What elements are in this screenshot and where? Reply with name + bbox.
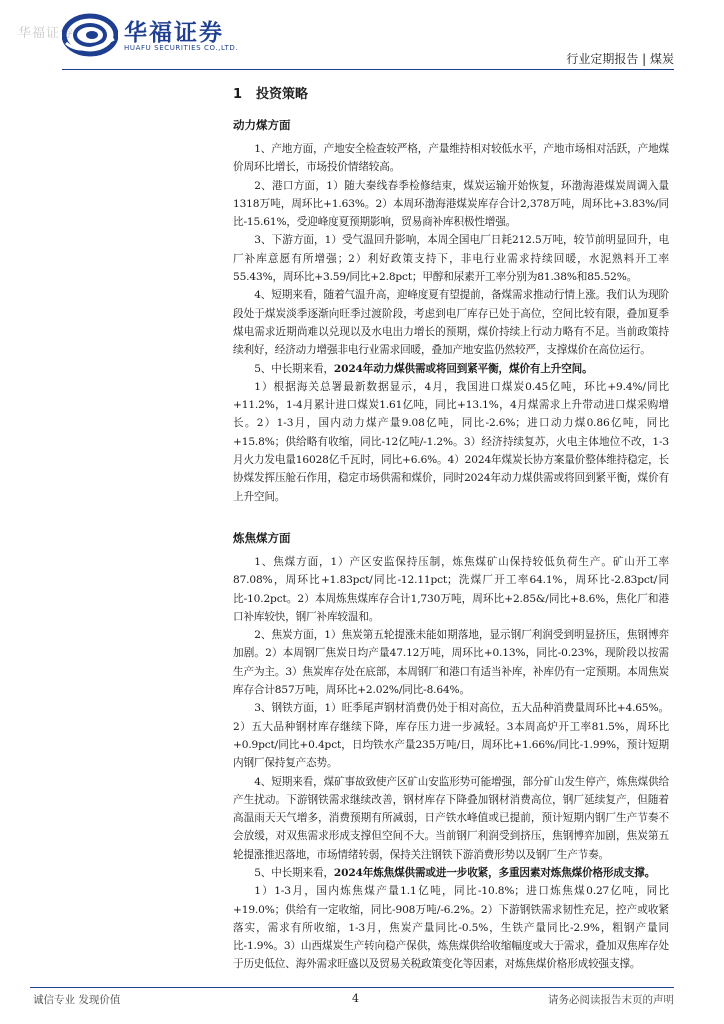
logo-swirl-icon	[62, 13, 118, 57]
coking-paragraph-details: 1）1-3月，国内炼焦煤产量1.1亿吨，同比-10.8%；进口炼焦煤0.27亿吨，同比+19.0%；供给有一定收缩，同比-908万吨/-6.2%。2）下游钢铁需求韧性充足，控产或收紧落实，需求有所收缩，1-3月，焦炭产量同比-0.5%，生铁产量同比-2.9%，粗钢产量同比-1.9%。3）山西煤炭生产转向稳产保供，炼焦煤供给收缩幅度或大于需求，叠加双焦库存处于历史低位、海外需求旺盛以及贸易关税政策变化等因素，对炼焦煤价格形成较强支撑。	[233, 885, 669, 971]
thermal-paragraph-long-term	[233, 360, 669, 378]
coking-paragraph-steel: 3、钢铁方面，1）旺季尾声钢材消费仍处于相对高位，五大品种消费量周环比+4.65%。2）五大品种钢材库存继续下降，库存压力进一步减轻。3本周高炉开工率81.5%，周环比+0.9pct/同比+0.4pct，日均铁水产量235万吨/日，周环比+1.66%/同比-1.99%，预计短期内钢厂保持复产态势。	[233, 702, 669, 770]
section-number: 1	[233, 87, 243, 102]
thermal-paragraph-details: 1）根据海关总署最新数据显示，4月，我国进口煤炭0.45亿吨，环比+9.4%/同比+11.2%，1-4月累计进口煤炭1.61亿吨，同比+13.1%，4月煤需求上升带动进口煤采购增长。2）1-3月，国内动力煤产量9.08亿吨，同比-2.6%；进口动力煤0.86亿吨，同比+15.8%；供给略有收缩，同比-12亿吨/-1.2%。3）经济持续复苏，火电主体地位不改，1-3月火力发电量16028亿千瓦时，同比+6.6%。4）2024年煤炭长协方案量价整体维持稳定，长协煤发挥压舱石作用，稳定市场供需和煤价，同时2024年动力煤供需或将回到紧平衡，煤价有上升空间。	[233, 380, 669, 503]
footer-disclaimer: 请务必阅读报告末页的声明	[548, 994, 674, 1006]
watermark: 华福证券	[18, 26, 75, 41]
coking-paragraph-short-term: 4、短期来看，煤矿事故致使产区矿山安监形势可能增强，部分矿山发生停产，炼焦煤供给产生扰动。下游钢铁需求继续改善，钢材库存下降叠加钢材消费高位，钢厂延续复产，但随着高温雨天天气增多，消费预期有所减弱，日产铁水峰值或已提前，预计短期内钢厂生产节奏不会放缓，对双焦需求形成支撑但空间不大。当前钢厂利润受到挤压，焦钢博弈加剧，焦炭第五轮提涨推迟落地，市场情绪转弱，保持关注钢铁下游消费形势以及钢厂生产节奏。	[233, 775, 669, 861]
coking-paragraph-coal: 1、焦煤方面，1）产区安监保持压制，炼焦煤矿山保持较低负荷生产。矿山开工率87.08%，周环比+1.83pct/同比-12.11pct；洗煤厂开工率64.1%，周环比-2.83pct/同比-10.2pct。2）本周炼焦煤库存合计1,730万吨，周环比+2.85&/同比+8.6%，焦化厂和港口补库较快，钢厂补库较温和。	[233, 555, 669, 623]
footer-slogan: 诚信专业 发现价值	[33, 994, 121, 1006]
thermal-coal-heading: 动力煤方面	[233, 118, 291, 132]
coking-coal-heading: 炼焦煤方面	[233, 530, 291, 545]
thermal-paragraph-short-term: 4、短期来看，随着气温升高，迎峰度夏有望提前，备煤需求推动行情上涨。我们认为现阶段处于煤炭淡季逐渐向旺季过渡阶段，考虑到电厂库存已处于高位，空间比较有限，叠加夏季煤电需求近期尚难以兑现以及水电出力增长的预期，煤价持续上行动力略有不足。当前政策持续利好，经济动力增强非电行业需求回暖，叠加产地安监仍然较严，支撑煤价在高位运行。	[233, 289, 669, 357]
report-type-label: 行业定期报告 | 煤炭	[566, 52, 674, 66]
section-heading	[233, 83, 669, 107]
footer-divider	[30, 987, 674, 988]
thermal-long-term-lead: 5、中长期来看，	[254, 362, 334, 375]
thermal-paragraph-port: 2、港口方面，1）随大秦线春季检修结束，煤炭运输开始恢复，环渤海港煤炭周调入量1318万吨，周环比+1.63%。2）本周环渤海港煤炭库存合计2,378万吨，周环比+3.83%/同比-15.61%，受迎峰度夏预期影响，贸易商补库积极性增强。	[233, 179, 669, 229]
thermal-paragraph-origin: 1、产地方面，产地安全检查较严格，产量维持相对较低水平，产地市场相对活跃，产地煤价周环比增长，市场投价情绪较高。	[233, 143, 669, 174]
coking-paragraph-long-term	[233, 864, 669, 882]
thermal-paragraph-downstream: 3、下游方面，1）受气温回升影响，本周全国电厂日耗212.5万吨，较节前明显回升，电厂补库意愿有所增强；2）利好政策支持下，非电行业需求持续回暖，水泥熟料开工率55.43%，周环比+3.59/同比+2.8pct；甲醇和尿素开工率分别为81.38%和85.52%。	[233, 234, 669, 284]
company-logo	[62, 10, 262, 60]
report-body	[233, 83, 669, 974]
page-number: 4	[352, 992, 359, 1005]
header-divider	[62, 69, 674, 70]
coking-long-term-lead: 5、中长期来看，	[254, 866, 334, 879]
coking-long-term-conclusion: 2024年炼焦煤供需或进一步收紧，多重因素对炼焦煤价格形成支撑。	[333, 866, 656, 879]
logo-chinese-name: 华福证券	[124, 20, 224, 46]
section-title: 投资策略	[256, 87, 309, 102]
logo-english-name: HUAFU SECURITIES CO.,LTD.	[124, 44, 239, 52]
coking-paragraph-coke: 2、焦炭方面，1）焦炭第五轮提涨未能如期落地，显示钢厂利润受到明显挤压，焦钢博弈加剧。2）本周钢厂焦炭日均产量47.12万吨，周环比+0.13%，同比-0.23%，现阶段以按需生产为主。3）焦炭库存处在底部，本周钢厂和港口有适当补库，补库仍有一定预期。本周焦炭库存合计857万吨，周环比+2.02%/同比-8.64%。	[233, 629, 669, 697]
thermal-long-term-conclusion: 2024年动力煤供需或将回到紧平衡，煤价有上升空间。	[333, 362, 593, 375]
